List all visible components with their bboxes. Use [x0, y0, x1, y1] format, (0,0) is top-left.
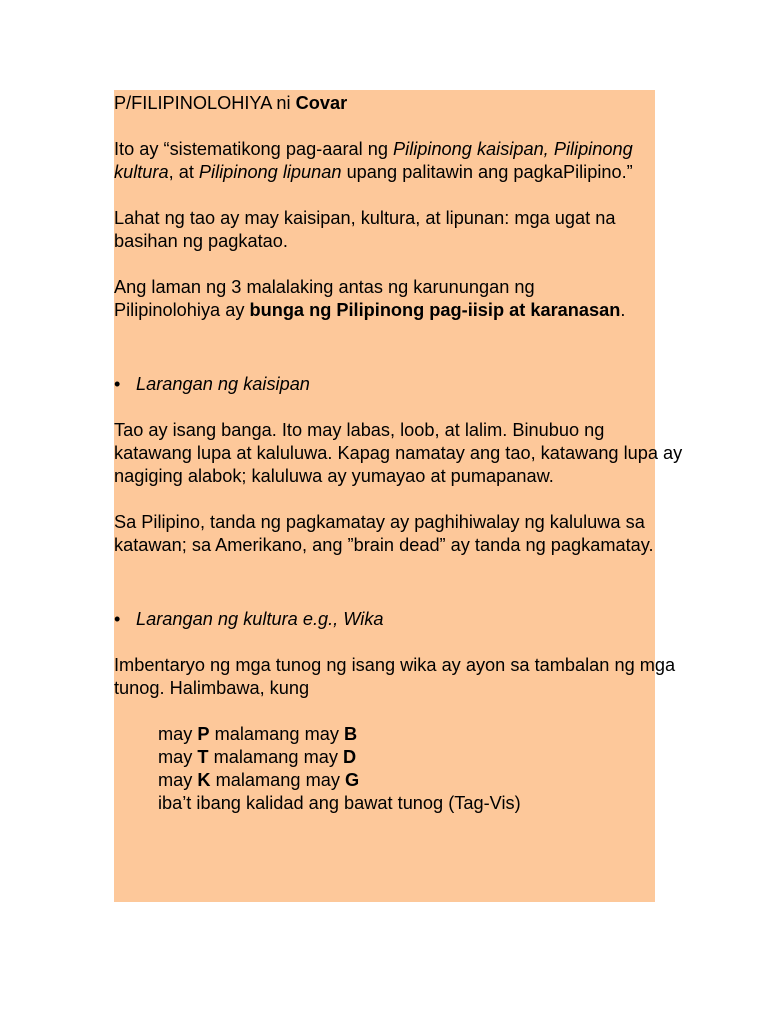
bullet2-label: Larangan ng kultura e.g., Wika: [136, 609, 384, 629]
para1-text-4: upang palitawin ang pagkaPilipino.”: [341, 162, 633, 182]
para1-italic-2: Pilipinong kultura: [114, 139, 633, 182]
para3-bold: bunga ng Pilipinong pag-iisip at karanasan: [249, 300, 621, 320]
pair-mid: malamang may: [208, 747, 343, 767]
pair-pre: may: [158, 770, 198, 790]
bullet1-label: Larangan ng kaisipan: [136, 374, 310, 394]
document-heading: [114, 92, 704, 115]
closing-line: iba’t ibang kalidad ang bawat tunog (Tag-Vis): [158, 793, 521, 813]
bullet-kaisipan: [114, 373, 704, 396]
heading-author: Covar: [295, 93, 348, 113]
sound-pair-row: [158, 746, 704, 769]
paragraph-levels: [114, 276, 634, 322]
paragraph-definition: [114, 138, 654, 184]
bullet-icon: •: [114, 609, 121, 629]
paragraph-roots: Lahat ng tao ay may kaisipan, kultura, at lipunan: mga ugat na basihan ng pagkatao.: [114, 208, 616, 251]
sound-pair-row: [158, 769, 704, 792]
para1-italic-3: Pilipinong lipunan: [198, 162, 342, 182]
paragraph-imbentaryo: Imbentaryo ng mga tunog ng isang wika ay ayon sa tambalan ng mga tunog. Halimbawa, kung: [114, 655, 676, 698]
pair-mid: malamang may: [209, 724, 344, 744]
bullet-icon: •: [114, 374, 121, 394]
pair-letter-b: G: [345, 770, 360, 790]
pair-pre: may: [158, 724, 198, 744]
para1-italic-1: Pilipinong kaisipan,: [393, 139, 549, 159]
pair-mid: malamang may: [210, 770, 345, 790]
pair-letter-a: P: [197, 724, 210, 744]
pair-letter-b: D: [342, 747, 357, 767]
pair-letter-a: T: [197, 747, 209, 767]
paragraph-pagkamatay: Sa Pilipino, tanda ng pagkamatay ay paghihiwalay ng kaluluwa sa katawan; sa Amerikano, ang ”brain dead” ay tanda ng pagkamatay.: [114, 512, 654, 555]
sound-pair-row: [158, 723, 704, 746]
paragraph-banga: Tao ay isang banga. Ito may labas, loob, at lalim. Binubuo ng katawang lupa at kaluluwa. Kapag namatay ang tao, katawang lupa ay nagiging alabok; kaluluwa ay yumayao at pumapanaw.: [114, 420, 683, 486]
pair-pre: may: [158, 747, 198, 767]
document-body: [114, 90, 704, 815]
pair-letter-a: K: [197, 770, 211, 790]
para1-text-1: Ito ay “sistematikong pag-aaral ng: [114, 139, 394, 159]
para1-text-3: , at: [168, 162, 199, 182]
para3-text-1: Ang laman ng 3 malalaking antas ng karunungan ng Pilipinolohiya ay: [114, 277, 535, 320]
bullet-kultura: [114, 608, 704, 631]
heading-prefix: P/FILIPINOLOHIYA ni: [114, 93, 296, 113]
para3-text-2: .: [620, 300, 626, 320]
sound-pairs-list: [114, 723, 704, 815]
pair-letter-b: B: [344, 724, 358, 744]
